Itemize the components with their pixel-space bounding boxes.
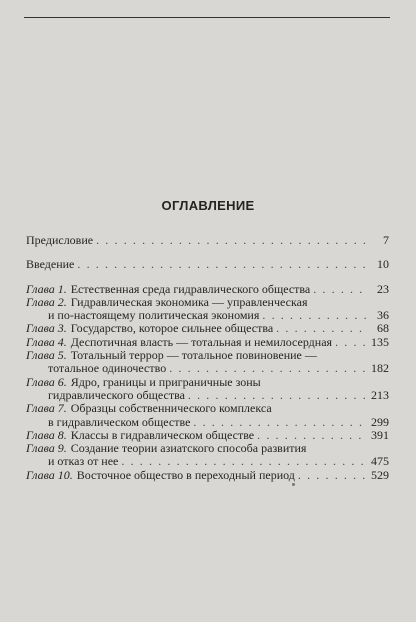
- toc-entry-chapter-1: [26, 283, 389, 296]
- top-rule: [24, 17, 390, 18]
- chapter-title-line: Ядро, границы и приграничные зоны: [70, 374, 261, 389]
- chapter-title-line: тотальное одиночество: [48, 361, 167, 376]
- page-title: ОГЛАВЛЕНИЕ: [161, 198, 255, 213]
- chapter-title-line: Естественная среда гидравлического общества: [70, 281, 311, 296]
- table-of-contents: [26, 234, 389, 482]
- chapter-title-line: Создание теории азиатского способа развития: [70, 441, 307, 456]
- chapter-label: Глава 5.: [26, 348, 67, 363]
- chapter-title-line: в гидравлическом обществе: [48, 414, 191, 429]
- dot-leader: [298, 469, 366, 482]
- dot-leader: [276, 322, 366, 335]
- chapter-label: Глава 9.: [26, 441, 67, 456]
- chapter-title-line: и по-настоящему политическая экономия: [48, 308, 260, 323]
- dot-leader: [193, 416, 366, 429]
- toc-entry-chapter-3: [26, 322, 389, 335]
- dot-leader: [121, 455, 366, 468]
- chapter-label: Глава 1.: [26, 281, 67, 296]
- chapter-title-line: Восточное общество в переходный период: [76, 467, 295, 482]
- page-number: 135: [371, 334, 389, 349]
- page-number: 10: [377, 257, 389, 272]
- dot-leader: [77, 258, 366, 271]
- page-number: 213: [371, 387, 389, 402]
- chapter-title-line: Классы в гидравлическом обществе: [70, 427, 255, 442]
- toc-entry-chapter-5: [26, 349, 389, 376]
- toc-entry-chapter-8: [26, 429, 389, 442]
- dot-leader: [257, 429, 366, 442]
- chapter-title-line: Гидравлическая экономика — управленческая: [70, 294, 308, 309]
- chapter-label: Глава 8.: [26, 427, 67, 442]
- chapter-title-line: Образцы собственнического комплекса: [70, 401, 272, 416]
- chapter-label: Глава 7.: [26, 401, 67, 416]
- toc-entry-chapter-10: [26, 469, 389, 482]
- dot-leader: [169, 362, 366, 375]
- print-speck: [292, 483, 295, 486]
- dot-leader: [188, 389, 366, 402]
- dot-leader: [313, 283, 366, 296]
- toc-entry-chapter-9: [26, 442, 389, 469]
- chapter-label: Глава 10.: [26, 467, 73, 482]
- page-number: 475: [371, 454, 389, 469]
- toc-entry-title: Введение: [26, 257, 75, 272]
- chapter-title-line: Тотальный террор — тотальное повиновение —: [70, 348, 317, 363]
- toc-entry-introduction: [26, 258, 389, 271]
- toc-entry-title: Предисловие: [26, 233, 94, 247]
- toc-entry-preface: [26, 234, 389, 247]
- chapter-label: Глава 3.: [26, 321, 67, 336]
- toc-entry-chapter-4: [26, 336, 389, 349]
- page-number: 36: [377, 308, 389, 323]
- chapter-title-line: Государство, которое сильнее общества: [70, 321, 274, 336]
- page-number: 529: [371, 467, 389, 482]
- page-number: 299: [371, 414, 389, 429]
- dot-leader: [262, 309, 366, 322]
- chapter-title-line: и отказ от нее: [48, 454, 119, 469]
- dot-leader: [96, 234, 366, 247]
- chapter-label: Глава 4.: [26, 334, 67, 349]
- toc-entry-chapter-2: [26, 296, 389, 323]
- toc-entry-chapter-6: [26, 376, 389, 403]
- chapter-title-line: Деспотичная власть — тотальная и немилосердная: [70, 334, 333, 349]
- page-number: 391: [371, 427, 389, 442]
- page-number: 182: [371, 361, 389, 376]
- page-number: 7: [383, 233, 389, 247]
- chapter-label: Глава 6.: [26, 374, 67, 389]
- toc-entry-chapter-7: [26, 402, 389, 429]
- page-number: 23: [377, 281, 389, 296]
- dot-leader: [335, 336, 366, 349]
- chapter-title-line: гидравлического общества: [48, 387, 185, 402]
- chapter-label: Глава 2.: [26, 294, 67, 309]
- page-number: 68: [377, 321, 389, 336]
